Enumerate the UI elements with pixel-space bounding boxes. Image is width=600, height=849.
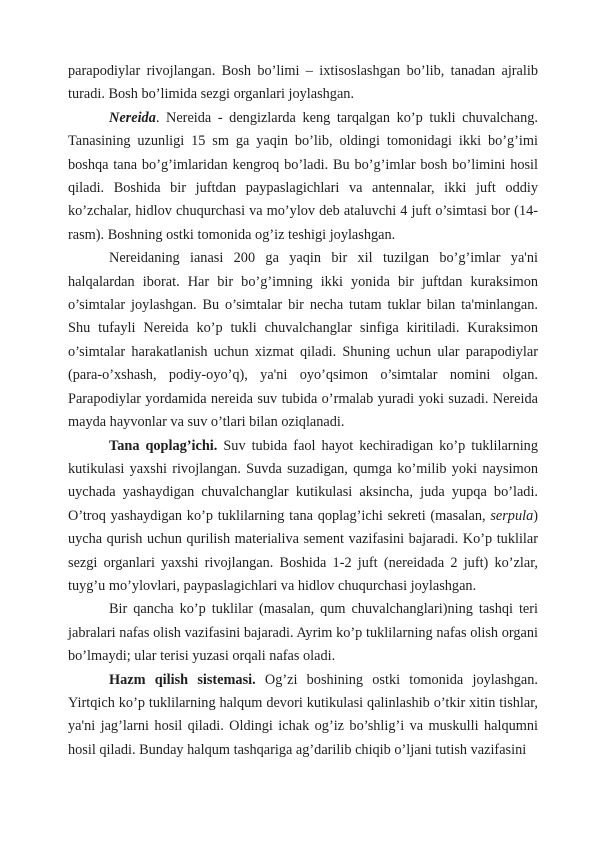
serpula-term: serpula [490,507,534,524]
paragraph-text: Suv tubida faol hayot kechiradigan ko’p tuklilarning kutikulasi yaxshi rivojlangan. Suvda suzadigan, qumga ko’milib yoki naysimon uychada yashaydigan chuvalchanglar kutikulasi aksincha, juda yupqa bo’ladi. O’troq yashaydigan ko’p tuklilarning tana qoplag’ichi sekreti (masalan, [68,437,538,524]
paragraph-continuation [68,60,538,107]
page-body [68,60,538,762]
digestive-system-heading: Hazm qilish sistemasi. [109,671,256,688]
paragraph-digestive-system [68,669,538,763]
paragraph-text: Og’zi boshining ostki tomonida joylashgan. Yirtqich ko’p tuklilarning halqum devori kutikulasi qalinlashib o’tkir xitin tishlar, ya'ni jag’larni hosil qiladi. Oldingi ichak og’iz bo’shlig’i va muskulli halqumni hosil qiladi. Bunday halqum tashqariga ag’darilib chiqib o’ljani tutish vazifasini [68,671,538,758]
paragraph-body-covering [68,435,538,599]
paragraph-text: . Nereida - dengizlarda keng tarqalgan ko’p tukli chuvalchang. Tanasining uzunligi 15 sm ga yaqin bo’lib, oldingi tomonidagi ikki bo’g’imi boshqa tana bo’g’imlaridan kengroq bo’ladi. Bu bo’g’imlar bosh bo’limini hosil qiladi. Boshida bir juftdan paypaslagichlari va antennalar, ikki juft oddiy ko’zchalar, hidlov chuqurchasi va mo’ylov deb ataluvchi 4 juft o’simtasi bor (14-rasm). Boshning ostki tomonida og’iz teshigi joylashgan. [68,109,538,243]
paragraph-respiration [68,598,538,668]
paragraph-text: Bir qancha ko’p tuklilar (masalan, qum chuvalchanglari)ning tashqi teri jabralari nafas olish vazifasini bajaradi. Ayrim ko’p tuklilarning nafas olish organi bo’lmaydi; ular terisi yuzasi orqali nafas oladi. [68,601,538,665]
body-covering-heading: Tana qoplag’ichi. [109,437,218,454]
paragraph-body-segments [68,247,538,434]
paragraph-text: parapodiylar rivojlangan. Bosh bo’limi – ixtisoslashgan bo’lib, tanadan ajralib turadi. Bosh bo’limida sezgi organlari joylashgan. [68,63,538,103]
nereida-heading: Nereida [109,109,156,126]
paragraph-text: Nereidaning ianasi 200 ga yaqin bir xil tuzilgan bo’g’imlar ya'ni halqalardan iborat. Har bir bo’g’imning ikki yonida bir juftdan kuraksimon o’simtalar joylashgan. Bu o’simtalar bir necha tutam tuklar bilan ta'minlangan. Shu tufayli Nereida ko’p tukli chuvalchanglar sinfiga kiritiladi. Kuraksimon o’simtalar harakatlanish uchun xizmat qiladi. Shuning uchun ular parapodiylar (para-o’xshash, podiy-oyo’q), ya'ni oyo’qsimon o’simtalar nomini olgan. Parapodiylar yordamida nereida suv tubida o’rmalab yuradi yoki suzadi. Nereida mayda hayvonlar va suv o’tlari bilan oziqlanadi. [68,250,538,431]
paragraph-text: ) uycha qurish uchun qurilish materialiva sement vazifasini bajaradi. Ko’p tuklilar sezgi organlari yaxshi rivojlangan. Boshida 1-2 juft (nereidada 2 juft) ko’zlar, tuyg’u mo’ylovlari, paypaslagichlari va hidlov chuqurchasi joylashgan. [68,507,538,594]
paragraph-nereida [68,107,538,247]
